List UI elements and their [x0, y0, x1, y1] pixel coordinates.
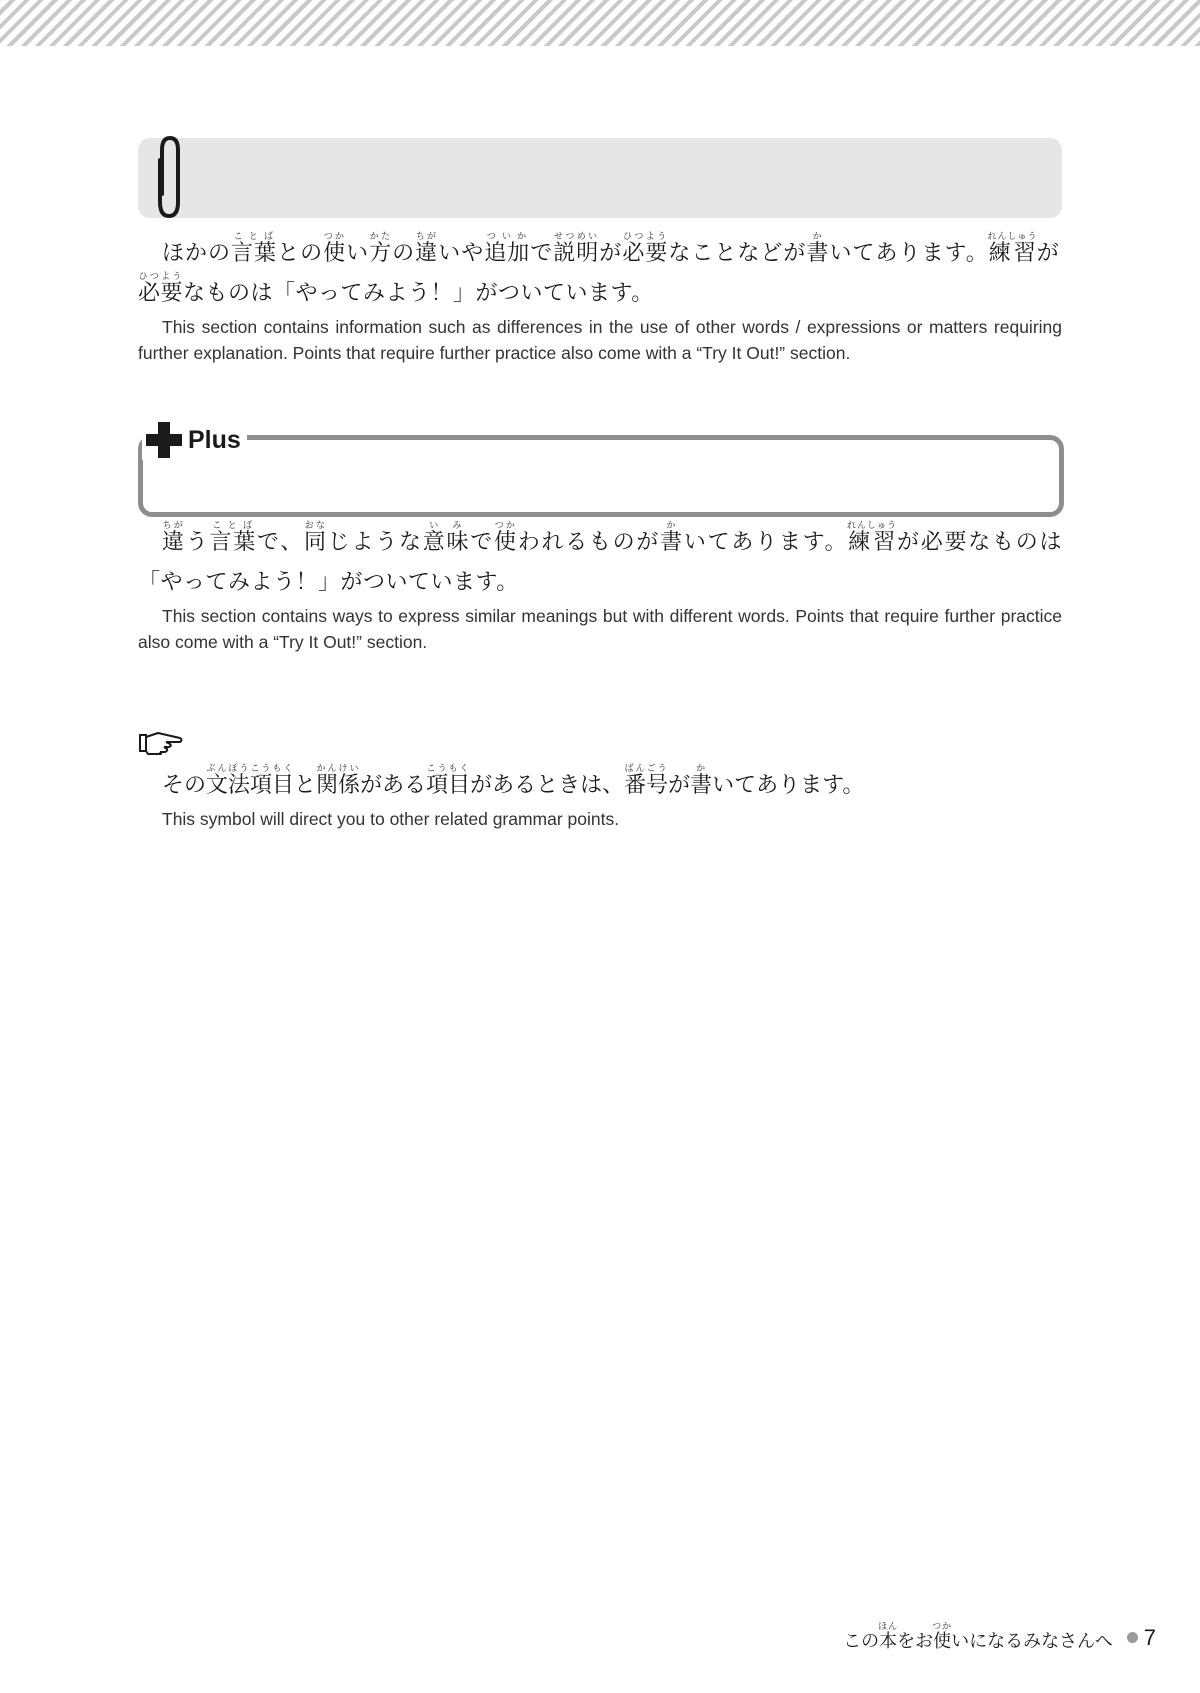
plus-section-body — [138, 521, 1062, 655]
pointer-section-body — [138, 764, 1062, 832]
pointing-hand-icon — [138, 730, 184, 756]
page-number: 7 — [1143, 1624, 1156, 1650]
footer-caption: この本ほんをお使つかいになるみなさんへ — [843, 1622, 1113, 1652]
clip-section-english: This section contains information such as differences in the use of other words / expressions or matters requiring further explanation. Points that require further practice also come with a “Try It Out!” section. — [138, 317, 1062, 363]
pointer-section-english: This symbol will direct you to other related grammar points. — [162, 809, 620, 829]
plus-section-frame — [138, 435, 1064, 517]
top-hatched-band — [0, 0, 1200, 46]
plus-section-english: This section contains ways to express similar meanings but with different words. Points that require further practice also come with a “Try It Out!” section. — [138, 606, 1062, 652]
plus-icon — [144, 420, 184, 460]
paperclip-icon — [150, 130, 186, 220]
clip-section-banner — [138, 138, 1062, 218]
plus-section-label — [142, 420, 247, 460]
footer-bullet-icon — [1127, 1632, 1138, 1643]
plus-label-text: Plus — [188, 425, 241, 454]
clip-section-japanese: ほかの言葉ことばとの使つかい方かたの違ちがいや追加ついかで説明せつめいが必要ひつようなことなどが書かいてあります。練習れんしゅうが必要ひつようなものは「やってみよう！」がついています。 — [138, 232, 1060, 306]
page-footer — [843, 1622, 1156, 1653]
plus-section-japanese: 違ちがう言葉ことばで、同おなじような意味いみで使つかわれるものが書かいてあります。練習れんしゅうが必要なものは「やってみよう！」がついています。 — [138, 521, 1062, 595]
clip-section-body — [138, 232, 1062, 366]
pointer-section-japanese: その文法項目ぶんぽうこうもくと関係かんけいがある項目こうもくがあるときは、番号ばんごうが書かいてあります。 — [162, 764, 865, 798]
